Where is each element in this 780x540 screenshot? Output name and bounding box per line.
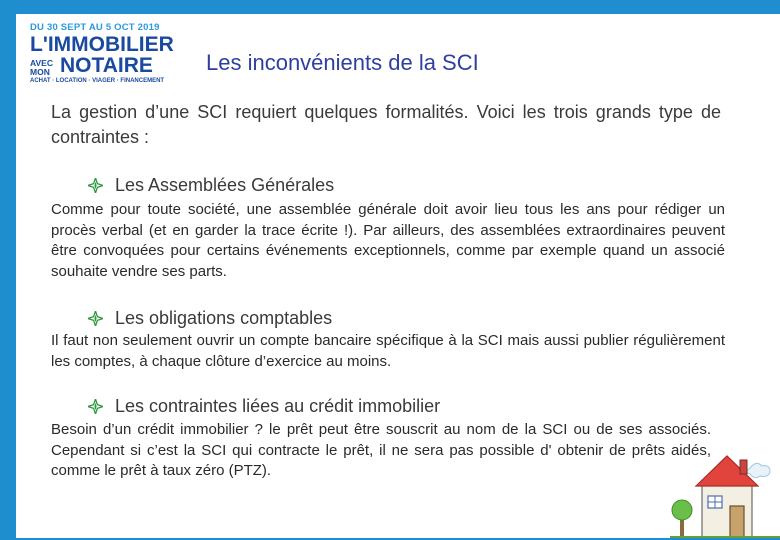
section-text-assemblees: Comme pour toute société, une assemblée générale doit avoir lieu tous les ans pour rédiger un procès verbal (et en garder la trace écrite !). Par ailleurs, des assemblées extraordinaires peuvent être convoquées pour certains événements exceptionnels, comme par exemple quand un associé souhaite vendre ses parts. [51, 201, 725, 280]
diamond-bullet-icon [88, 311, 103, 326]
logo-tagline: ACHAT · LOCATION · VIAGER · FINANCEMENT [30, 78, 165, 84]
logo-immobilier: L'IMMOBILIER [30, 33, 174, 56]
section-heading-credit: Les contraintes liées au crédit immobilier [88, 396, 440, 417]
event-logo [30, 22, 174, 90]
diamond-bullet-icon [88, 399, 103, 414]
diamond-bullet-icon [88, 178, 103, 193]
logo-avec-mon: AVEC MON [30, 58, 53, 77]
logo-dates: DU 30 SEPT AU 5 OCT 2019 [30, 22, 160, 33]
intro-paragraph: La gestion d’une SCI requiert quelques formalités. Voici les trois grands type de contraintes : [51, 102, 721, 147]
slide [16, 14, 780, 538]
section-text-credit: Besoin d’un crédit immobilier ? le prêt peut être souscrit au nom de la SCI ou de ses associés. Cependant si c’est la SCI qui contracte le prêt, il ne sera pas possible d' obtenir de prêts aidés, comme le prêt à taux zéro (PTZ). [51, 421, 711, 479]
section-heading-assemblees: Les Assemblées Générales [88, 175, 334, 196]
slide-title: Les inconvénients de la SCI [206, 50, 479, 75]
section-text-obligations: Il faut non seulement ouvrir un compte bancaire spécifique à la SCI mais aussi publier régulièrement les comptes, à chaque clôture d’exercice au moins. [51, 332, 725, 370]
house-drawing-icon [670, 446, 780, 538]
logo-notaire: NOTAIRE [60, 54, 153, 77]
section-heading-obligations: Les obligations comptables [88, 308, 332, 329]
